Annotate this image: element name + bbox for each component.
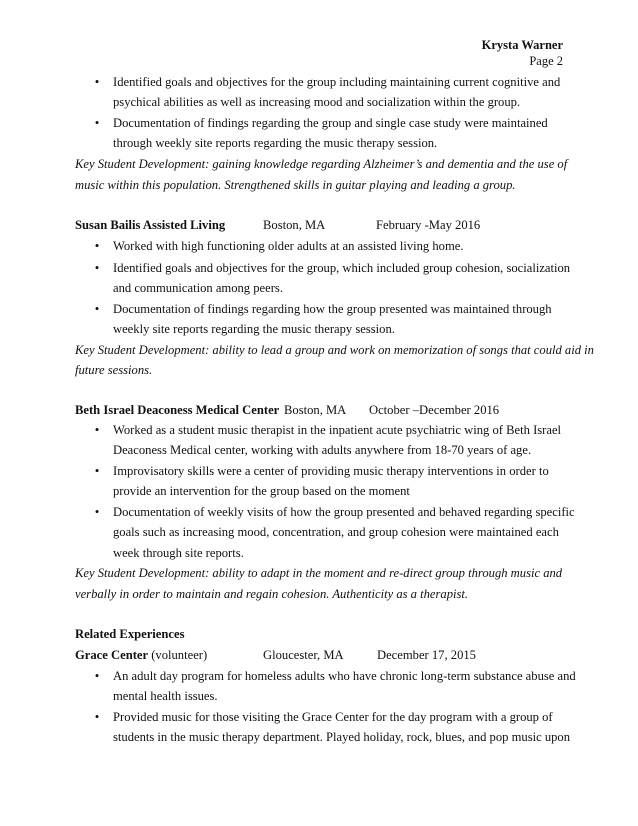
bullet-text: provide an intervention for the group based on the moment [113,484,410,498]
bullet-icon: • [94,301,100,316]
bullet-text: Provided music for those visiting the Grace Center for the day program with a group of [113,710,553,724]
job-title: Beth Israel Deaconess Medical Center [75,403,280,417]
bullet-icon: • [94,668,100,683]
key-development: Key Student Development: ability to lead a group and work on memorization of songs that could aid in [75,343,594,357]
bullet-text: Identified goals and objectives for the group, which included group cohesion, socialization [113,261,571,275]
bullet-text: week through site reports. [113,546,244,560]
bullet-icon: • [94,709,100,724]
job-title-suffix: (volunteer) [148,648,208,662]
bullet-text: students in the music therapy department. Played holiday, rock, blues, and pop music upon [113,730,571,744]
bullet-text: Improvisatory skills were a center of providing music therapy interventions in order to [113,464,549,478]
job-location: Boston, MA [284,403,347,417]
key-development: music within this population. Strengthened skills in guitar playing and leading a group. [75,178,516,192]
key-development: future sessions. [75,363,153,377]
bullet-text: psychical abilities as well as increasing mood and socialization within the group. [113,95,521,109]
bullet-text: Documentation of weekly visits of how the group presented and behaved regarding specific [113,505,575,519]
section-heading: Related Experiences [75,627,185,641]
bullet-text: Deaconess Medical center, working with adults anywhere from 18-70 years of age. [113,443,532,457]
job-location: Boston, MA [263,218,326,232]
bullet-icon: • [94,74,100,89]
bullet-text: An adult day program for homeless adults who have chronic long-term substance abuse and [113,669,576,683]
key-development: Key Student Development: ability to adapt in the moment and re-direct group through music and [75,566,563,580]
key-development: verbally in order to maintain and regain cohesion. Authenticity as a therapist. [75,587,469,601]
header-name: Krysta Warner [481,38,563,52]
bullet-text: and communication among peers. [113,281,283,295]
bullet-text: through weekly site reports regarding the music therapy session. [113,136,438,150]
bullet-icon: • [94,260,100,275]
key-development: Key Student Development: gaining knowledge regarding Alzheimer’s and dementia and the use of [75,157,568,171]
bullet-icon: • [94,504,100,519]
bullet-text: goals such as increasing mood, concentration, and group cohesion were maintained each [113,525,559,539]
job-location: Gloucester, MA [263,648,344,662]
bullet-text: Worked as a student music therapist in the inpatient acute psychiatric wing of Beth Israel [113,423,562,437]
bullet-icon: • [94,463,100,478]
bullet-text: weekly site reports regarding the music therapy session. [113,322,395,336]
bullet-text: Identified goals and objectives for the group including maintaining current cognitive and [113,75,561,89]
job-title: Grace Center [75,648,149,662]
job-title: Susan Bailis Assisted Living [75,218,226,232]
bullet-text: Worked with high functioning older adults at an assisted living home. [113,239,464,253]
bullet-icon: • [94,238,100,253]
job-dates: February -May 2016 [376,218,481,232]
job-dates: October –December 2016 [369,403,500,417]
bullet-text: Documentation of findings regarding the group and single case study were maintained [113,116,548,130]
job-dates: December 17, 2015 [377,648,476,662]
bullet-icon: • [94,115,100,130]
bullet-text: Documentation of findings regarding how the group presented was maintained through [113,302,552,316]
bullet-text: mental health issues. [113,689,218,703]
bullet-icon: • [94,422,100,437]
header-page-number: Page 2 [529,54,563,68]
job-title-group [75,645,207,665]
